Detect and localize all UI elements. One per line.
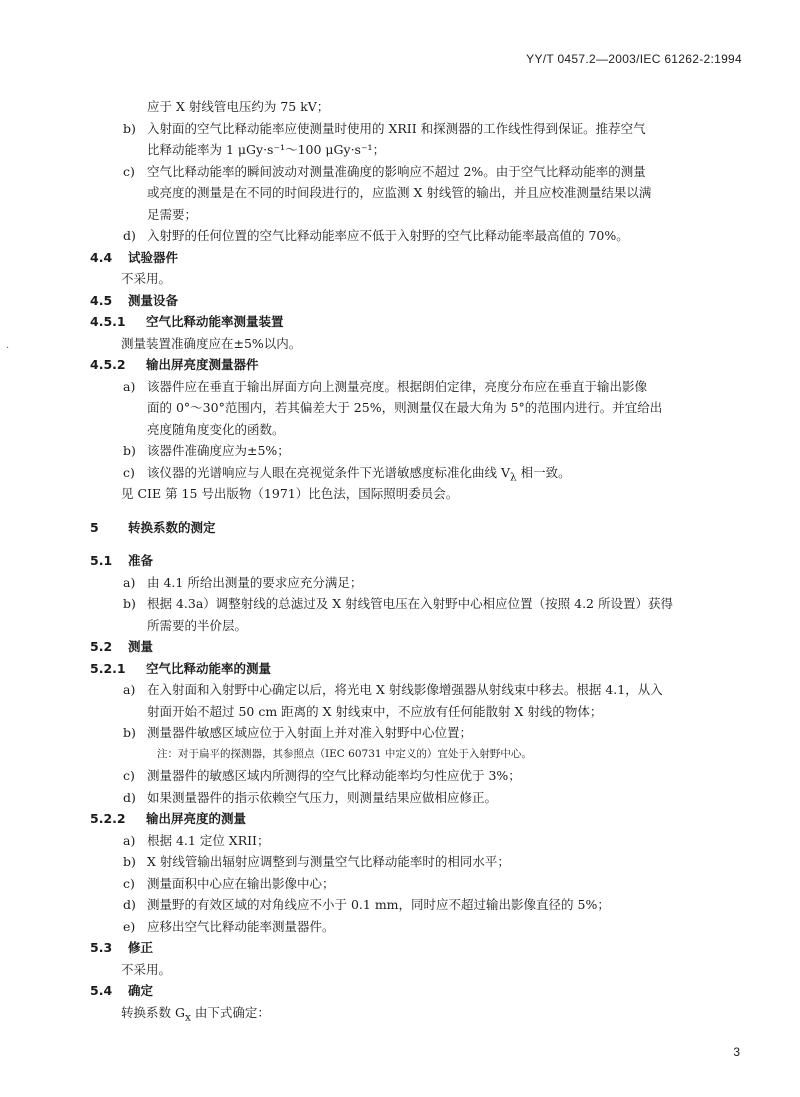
list-item-text: 测量面积中心应在输出影像中心； [147,875,335,891]
list-item-text: 测量野的有效区域的对角线应不小于 0.1 mm，同时应不超过输出影像直径的 5%； [147,897,610,912]
list-item-continuation [0,615,800,637]
list-item-label: b) [123,854,136,869]
list-item-label: a) [123,682,136,697]
list-item-text: 该器件准确度应为±5%； [147,443,290,458]
list-item-continuation [0,419,800,441]
list-item-text: 如果测量器件的指示依赖空气压力，则测量结果应做相应修正。 [147,789,498,805]
section-heading [0,311,800,333]
continuation-text: 或亮度的测量是在不同的时间段进行的，应监测 X 射线管的输出，并且应校准测量结果以满 [147,185,652,200]
continuation-text: 射面开始不超过 50 cm 距离的 X 射线束中，不应放有任何能散射 X 射线的物体； [147,703,603,719]
section-heading [0,517,800,539]
section-number: 5.1 [90,553,113,568]
section-heading [0,658,800,680]
spacer [0,505,800,517]
list-item [0,572,800,594]
continuation-text: 所需要的半价层。 [147,617,248,633]
section-title: 空气比释动能率的测量 [146,660,272,676]
continuation-text: 面的 0°～30°范围内，若其偏差大于 25%，则测量仅在最大角为 5°的范围内进行。并宜给出 [147,400,663,415]
list-item-continuation [0,96,800,118]
section-title: 试验器件 [128,249,179,265]
list-item-label: a) [123,574,136,590]
list-item [0,593,800,615]
list-item-label: c) [123,768,135,783]
list-item-label: a) [123,832,136,848]
list-item [0,787,800,809]
list-item-text: 该器件应在垂直于输出屏面方向上测量亮度。根据朗伯定律，亮度分布应在垂直于输出影像 [147,378,648,394]
list-item-label: b) [123,596,136,611]
note-text: 注：对于扁平的探测器，其参照点（IEC 60731 中定义的）宜处于入射野中心。 [157,747,532,760]
paragraph-text: 测量装置准确度应在±5%以内。 [121,335,302,351]
list-item-label: c) [123,875,135,891]
list-item-text: 在入射面和入射野中心确定以后，将光电 X 射线影像增强器从射线束中移去。根据 4.1，从入 [147,682,663,697]
section-title: 输出屏亮度测量器件 [146,357,259,372]
section-heading [0,808,800,830]
section-number: 5.4 [90,983,113,998]
list-item-text: 空气比释动能率的瞬间波动对测量准确度的影响应不超过 2%。由于空气比释动能率的测量 [147,163,646,179]
list-item-text: 应移出空气比释动能率测量器件。 [147,918,335,934]
section-title: 准备 [128,553,154,568]
section-number: 5.2.1 [90,660,126,676]
section-title: 修正 [128,940,154,955]
list-item [0,118,800,140]
section-heading [0,937,800,959]
continuation-text: 比释动能率为 1 μGy·s⁻¹～100 μGy·s⁻¹； [147,142,386,157]
list-item-label: d) [123,789,136,805]
list-item [0,225,800,247]
section-heading [0,636,800,658]
section-number: 5.2 [90,639,113,654]
section-heading [0,550,800,572]
paragraph [0,959,800,981]
list-item-text: 测量器件的敏感区域内所测得的空气比释动能率均匀性应优于 3%； [147,768,521,783]
list-item [0,894,800,916]
list-item-continuation [0,397,800,419]
list-item-label: a) [123,378,136,394]
list-item [0,679,800,701]
list-item-text: X 射线管输出辐射应调整到与测量空气比释动能率时的相同水平； [147,854,510,869]
section-title: 确定 [128,983,154,998]
list-item-text: 根据 4.3a）调整射线的总滤过及 X 射线管电压在入射野中心相应位置（按照 4.2 所设置）获得 [147,596,673,611]
list-item-continuation [0,204,800,226]
section-number: 5 [90,519,99,535]
list-item-continuation [0,182,800,204]
section-title: 测量 [128,639,154,654]
list-item-text: 入射野的任何位置的空气比释动能率应不低于入射野的空气比释动能率最高值的 70%。 [147,228,629,243]
list-item [0,440,800,462]
section-title: 空气比释动能率测量装置 [146,314,284,329]
paragraph [0,483,800,505]
section-number: 4.5.2 [90,357,126,372]
section-number: 4.4 [90,249,113,265]
paragraph-text: 不采用。 [121,271,172,286]
section-number: 5.2.2 [90,811,126,826]
list-item-label: d) [123,897,136,912]
paragraph-text: 见 CIE 第 15 号出版物（1971）比色法，国际照明委员会。 [121,486,459,501]
list-item-label: b) [123,120,136,136]
list-item-text: 由 4.1 所给出测量的要求应充分满足； [147,574,363,590]
document-body [0,96,800,1023]
section-heading [0,354,800,376]
continuation-text: 亮度随角度变化的函数。 [147,421,285,437]
margin-mark: · [6,343,10,354]
section-heading [0,247,800,269]
section-number: 5.3 [90,940,113,955]
list-item-label: d) [123,228,136,243]
paragraph-text: 转换系数 $G_x$ 由下式确定： [121,1004,270,1023]
list-item [0,376,800,398]
paragraph-text: 不采用。 [121,961,172,977]
list-item [0,722,800,744]
list-item-label: e) [123,918,136,934]
section-heading [0,290,800,312]
list-item-label: b) [123,725,136,740]
section-title: 测量设备 [128,292,179,308]
section-number: 4.5.1 [90,314,126,329]
paragraph [0,333,800,355]
list-item [0,462,800,484]
list-item-continuation [0,139,800,161]
list-item-text: 根据 4.1 定位 XRII； [147,832,270,848]
list-item [0,830,800,852]
list-item-text: 测量器件敏感区域应位于入射面上并对准入射野中心位置； [147,725,473,740]
list-item-label: c) [123,464,135,480]
continuation-text: 应于 X 射线管电压约为 75 kV； [147,99,330,114]
page-number: 3 [733,1045,740,1059]
list-item-text: 入射面的空气比释动能率应使测量时使用的 XRII 和探测器的工作线性得到保证。推荐空气 [147,120,646,136]
paragraph [0,1002,800,1024]
section-title: 输出屏亮度的测量 [146,811,247,826]
list-item [0,851,800,873]
list-item-label: b) [123,443,136,458]
list-item-continuation [0,701,800,723]
list-item-label: c) [123,163,135,179]
list-item [0,765,800,787]
list-item [0,916,800,938]
list-item-text: 该仪器的光谱响应与人眼在亮视觉条件下光谱敏感度标准化曲线 $V_\lambda$ 相一致。 [147,464,571,483]
note [0,744,800,766]
section-number: 4.5 [90,292,113,308]
list-item [0,161,800,183]
list-item [0,873,800,895]
section-title: 转换系数的测定 [128,519,216,535]
standard-header: YY/T 0457.2—2003/IEC 61262-2:1994 [526,52,742,66]
spacer [0,538,800,550]
continuation-text: 足需要； [147,206,198,222]
section-heading [0,980,800,1002]
paragraph [0,268,800,290]
